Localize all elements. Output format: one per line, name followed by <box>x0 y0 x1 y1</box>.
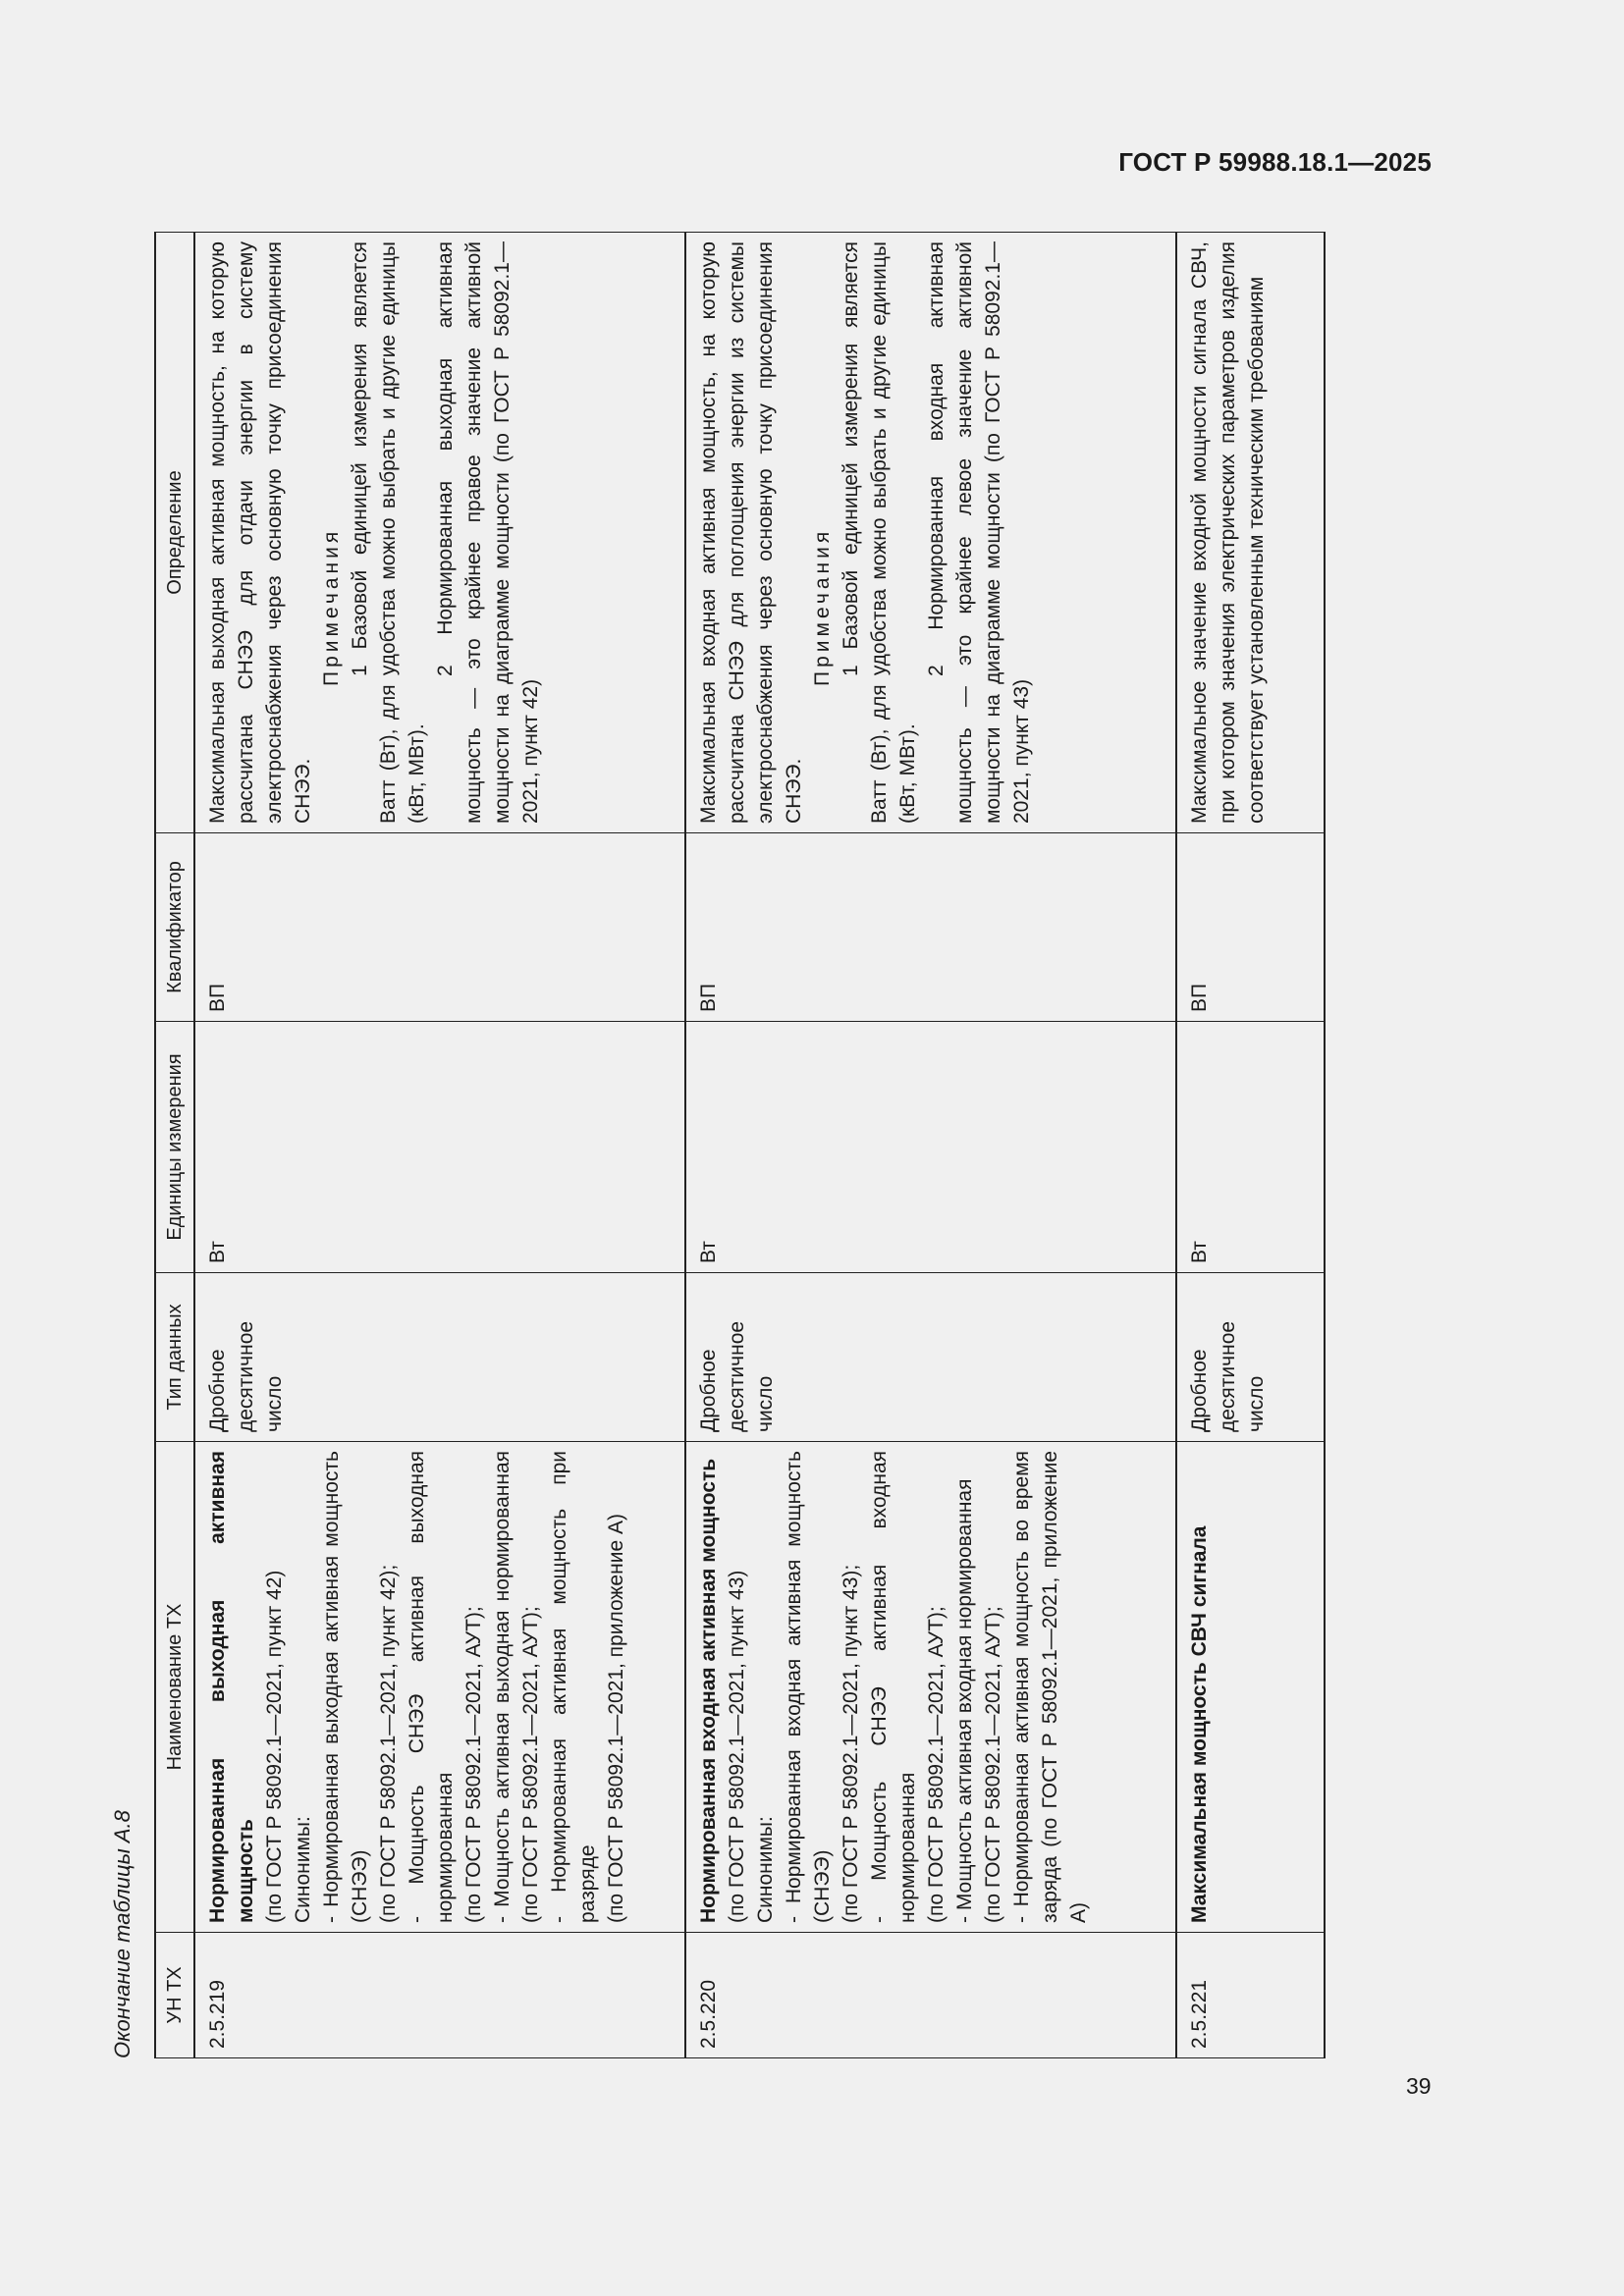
row-note-item: 1 Базовой единицей измерения является Ватт (Вт), для удобства можно выбрать и другие единицы (кВт, МВт). <box>349 241 428 824</box>
row-note-label: Примечания <box>320 527 343 686</box>
row-qualifier: ВП <box>194 833 685 1022</box>
page-number: 39 <box>1406 2073 1432 2099</box>
row-data-type: Дробное десятичное число <box>194 1273 685 1442</box>
row-name-line: (по ГОСТ Р 58092.1—2021, пункт 43) <box>726 1570 748 1923</box>
header-name: Наименование ТХ <box>155 1442 194 1933</box>
row-name-title: Нормированная выходная активная мощность <box>206 1451 257 1923</box>
header-definition: Определение <box>155 233 194 833</box>
table-header-row <box>155 233 194 2058</box>
header-unit: Единицы измерения <box>155 1022 194 1273</box>
row-note-item: 1 Базовой единицей измерения является Ватт (Вт), для удобства можно выбрать и другие единицы (кВт, МВт). <box>839 241 919 824</box>
row-note-item: 2 Нормированная входная активная мощность — это крайнее левое значение активной мощности на диаграмме мощности (по ГОСТ Р 58092.1—2021, пункт 43) <box>925 241 1033 824</box>
row-definition-text: Максимальное значение входной мощности сигнала СВЧ, при котором значения электрических параметров изделия соответствует установленным техническим требованиям <box>1188 241 1268 824</box>
row-name <box>194 1442 685 1933</box>
row-name-line: - Нормированная входная активная мощность (СНЭЭ) <box>783 1451 834 1923</box>
row-name-line: - Нормированная выходная активная мощность (СНЭЭ) <box>320 1451 371 1923</box>
header-qualifier: Квалификатор <box>155 833 194 1022</box>
row-name-title: Нормированная входная активная мощность <box>697 1458 720 1923</box>
row-name-line: (по ГОСТ Р 58092.1—2021, АУТ); <box>982 1606 1004 1923</box>
row-unit: Вт <box>194 1022 685 1273</box>
row-name <box>685 1442 1176 1933</box>
row-name-line: - Мощность активная выходная нормированная (по ГОСТ Р 58092.1—2021, АУТ); <box>491 1451 542 1923</box>
row-definition <box>1176 233 1325 833</box>
table-row <box>1176 233 1325 2058</box>
row-name-line: Синонимы: <box>292 1816 314 1923</box>
table-row <box>685 233 1176 2058</box>
row-name-line: (по ГОСТ Р 58092.1—2021, пункт 42); <box>377 1564 400 1923</box>
row-data-type: Дробное десятичное число <box>1176 1273 1325 1442</box>
characteristics-table <box>154 232 1326 2058</box>
row-note-label: Примечания <box>811 527 834 686</box>
row-definition <box>194 233 685 833</box>
row-definition-text: Максимальная входная активная мощность, на которую рассчитана СНЭЭ для поглощения энергии из системы электроснабжения через основную точку присоединения СНЭЭ. <box>697 241 805 824</box>
row-data-type: Дробное десятичное число <box>685 1273 1176 1442</box>
row-definition-text: Максимальная выходная активная мощность, на которую рассчитана СНЭЭ для отдачи энергии в систему электроснабжения через основную точку присоединения СНЭЭ. <box>206 241 314 824</box>
document-standard-number: ГОСТ Р 59988.18.1—2025 <box>1118 147 1432 177</box>
row-name <box>1176 1442 1325 1933</box>
row-qualifier: ВП <box>685 833 1176 1022</box>
row-qualifier: ВП <box>1176 833 1325 1022</box>
row-name-line: (по ГОСТ Р 58092.1—2021, АУТ); <box>462 1606 485 1923</box>
row-name-line: - Мощность СНЭЭ активная выходная нормированная <box>406 1451 457 1923</box>
row-definition <box>685 233 1176 833</box>
row-unit: Вт <box>1176 1022 1325 1273</box>
row-id: 2.5.221 <box>1176 1933 1325 2058</box>
row-name-line: (по ГОСТ Р 58092.1—2021, пункт 43); <box>839 1564 862 1923</box>
row-name-line: (по ГОСТ Р 58092.1—2021, приложение А) <box>605 1514 627 1923</box>
row-name-line: (по ГОСТ Р 58092.1—2021, пункт 42) <box>263 1570 286 1923</box>
rotated-table-area <box>110 233 1296 2058</box>
header-id: УН ТХ <box>155 1933 194 2058</box>
header-data-type: Тип данных <box>155 1273 194 1442</box>
row-id: 2.5.220 <box>685 1933 1176 2058</box>
row-name-line: - Мощность СНЭЭ активная входная нормированная <box>868 1451 919 1923</box>
table-caption: Окончание таблицы А.8 <box>110 1810 135 2058</box>
row-name-line: - Нормированная активная мощность во время заряда (по ГОСТ Р 58092.1—2021, приложение А) <box>1010 1451 1090 1923</box>
row-name-title: Максимальная мощность СВЧ сигнала <box>1188 1525 1211 1923</box>
table-row <box>194 233 685 2058</box>
row-note-item: 2 Нормированная выходная активная мощность — это крайнее правое значение активной мощности на диаграмме мощности (по ГОСТ Р 58092.1—2021, пункт 42) <box>434 241 542 824</box>
row-name-line: Синонимы: <box>754 1816 777 1923</box>
row-name-line: - Нормированная активная мощность при разряде <box>548 1451 599 1923</box>
row-name-line: (по ГОСТ Р 58092.1—2021, АУТ); <box>925 1606 947 1923</box>
row-unit: Вт <box>685 1022 1176 1273</box>
row-id: 2.5.219 <box>194 1933 685 2058</box>
row-name-line: - Мощность активная входная нормированная <box>953 1478 976 1923</box>
